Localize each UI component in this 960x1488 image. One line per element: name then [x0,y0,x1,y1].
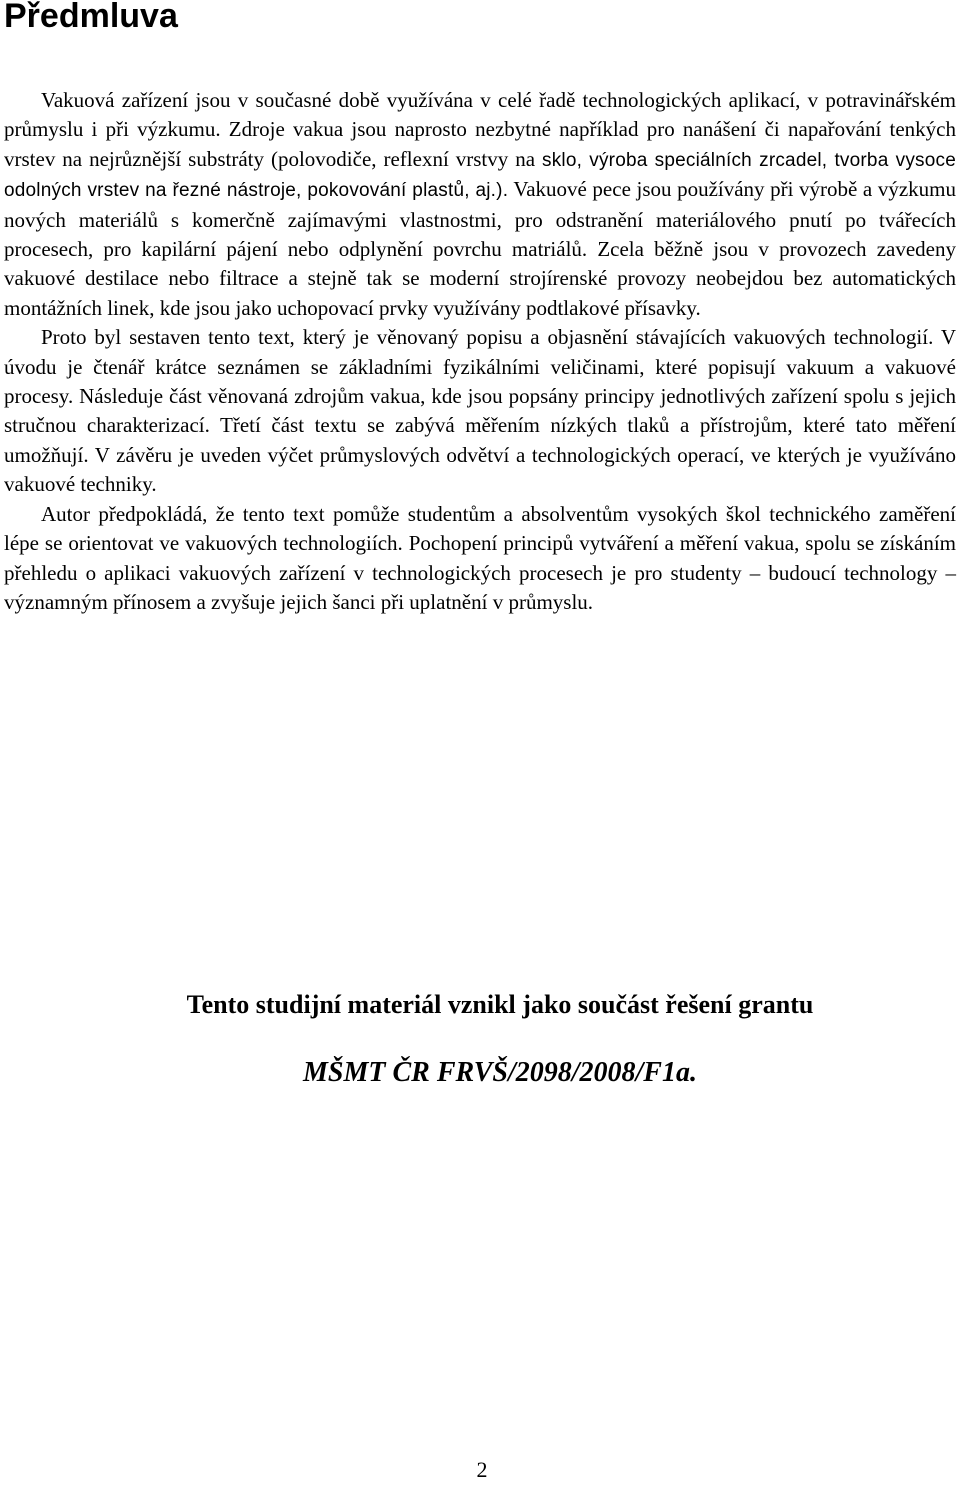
paragraph-1 [4,86,956,323]
page-title: Předmluva [4,0,178,35]
paragraph-3: Autor předpokládá, že tento text pomůže studentům a absolventům vysokých škol technického zaměření lépe se orientovat ve vakuových technologiích. Pochopení principů vytváření a měření vakua, spolu se získáním přehledu o aplikaci vakuových zařízení v technologických procesech je pro studenty – budoucí technology – významným přínosem a zvyšuje jejich šanci při uplatnění v průmyslu. [4,501,956,614]
grant-code: MŠMT ČR FRVŠ/2098/2008/F1a. [303,1057,697,1088]
preface-body [4,86,956,617]
paragraph-1-part-3: Vakuové pece jsou používány při výrobě a výzkumu nových materiálů s komerčně zajímavými vlastnostmi, pro odstranění materiálového pnutí po tvářecích procesech, pro kapilární pájení nebo odplynění povrchu matriálů. Zcela běžně jsou v provozech zavedeny vakuové destilace nebo filtrace a stejně tak se moderní strojírenské provozy neobejdou bez automatických montážních linek, kde jsou jako uchopovací prvky využívány podtlakové přísavky. [4,177,956,320]
paragraph-2: Proto byl sestaven tento text, který je věnovaný popisu a objasnění stávajících vakuových technologií. V úvodu je čtenář krátce seznámen se základními fyzikálními veličinami, které popisují vakuum a vakuové procesy. Následuje část věnovaná zdrojům vakua, kde jsou popsány principy jednotlivých zařízení spolu s jejich stručnou charakterizací. Třetí část textu se zabývá měřením nízkých tlaků a přístrojům, které tato měření umožňují. V závěru je uveden výčet průmyslových odvětví a technologických operací, ve kterých je využíváno vakuové techniky. [4,325,956,497]
page-number: 2 [476,1457,488,1482]
grant-statement: Tento studijní materiál vznikl jako součást řešení grantu [186,990,814,1019]
paragraph-1-part-2: sklo, výroba speciálních zrcadel, tvorba vysoce odolných vrstev na řezné nástroje, pokovování plastů, aj.). [4,149,956,202]
paragraph-1-part-1: Vakuová zařízení jsou v současné době využívána v celé řadě technologických aplikací, v potravinářském průmyslu i při výzkumu. Zdroje vakua jsou naprosto nezbytné například pro nanášení či napařování tenkých vrstev na nejrůznější substráty (polovodiče, reflexní vrstvy na [4,88,956,171]
